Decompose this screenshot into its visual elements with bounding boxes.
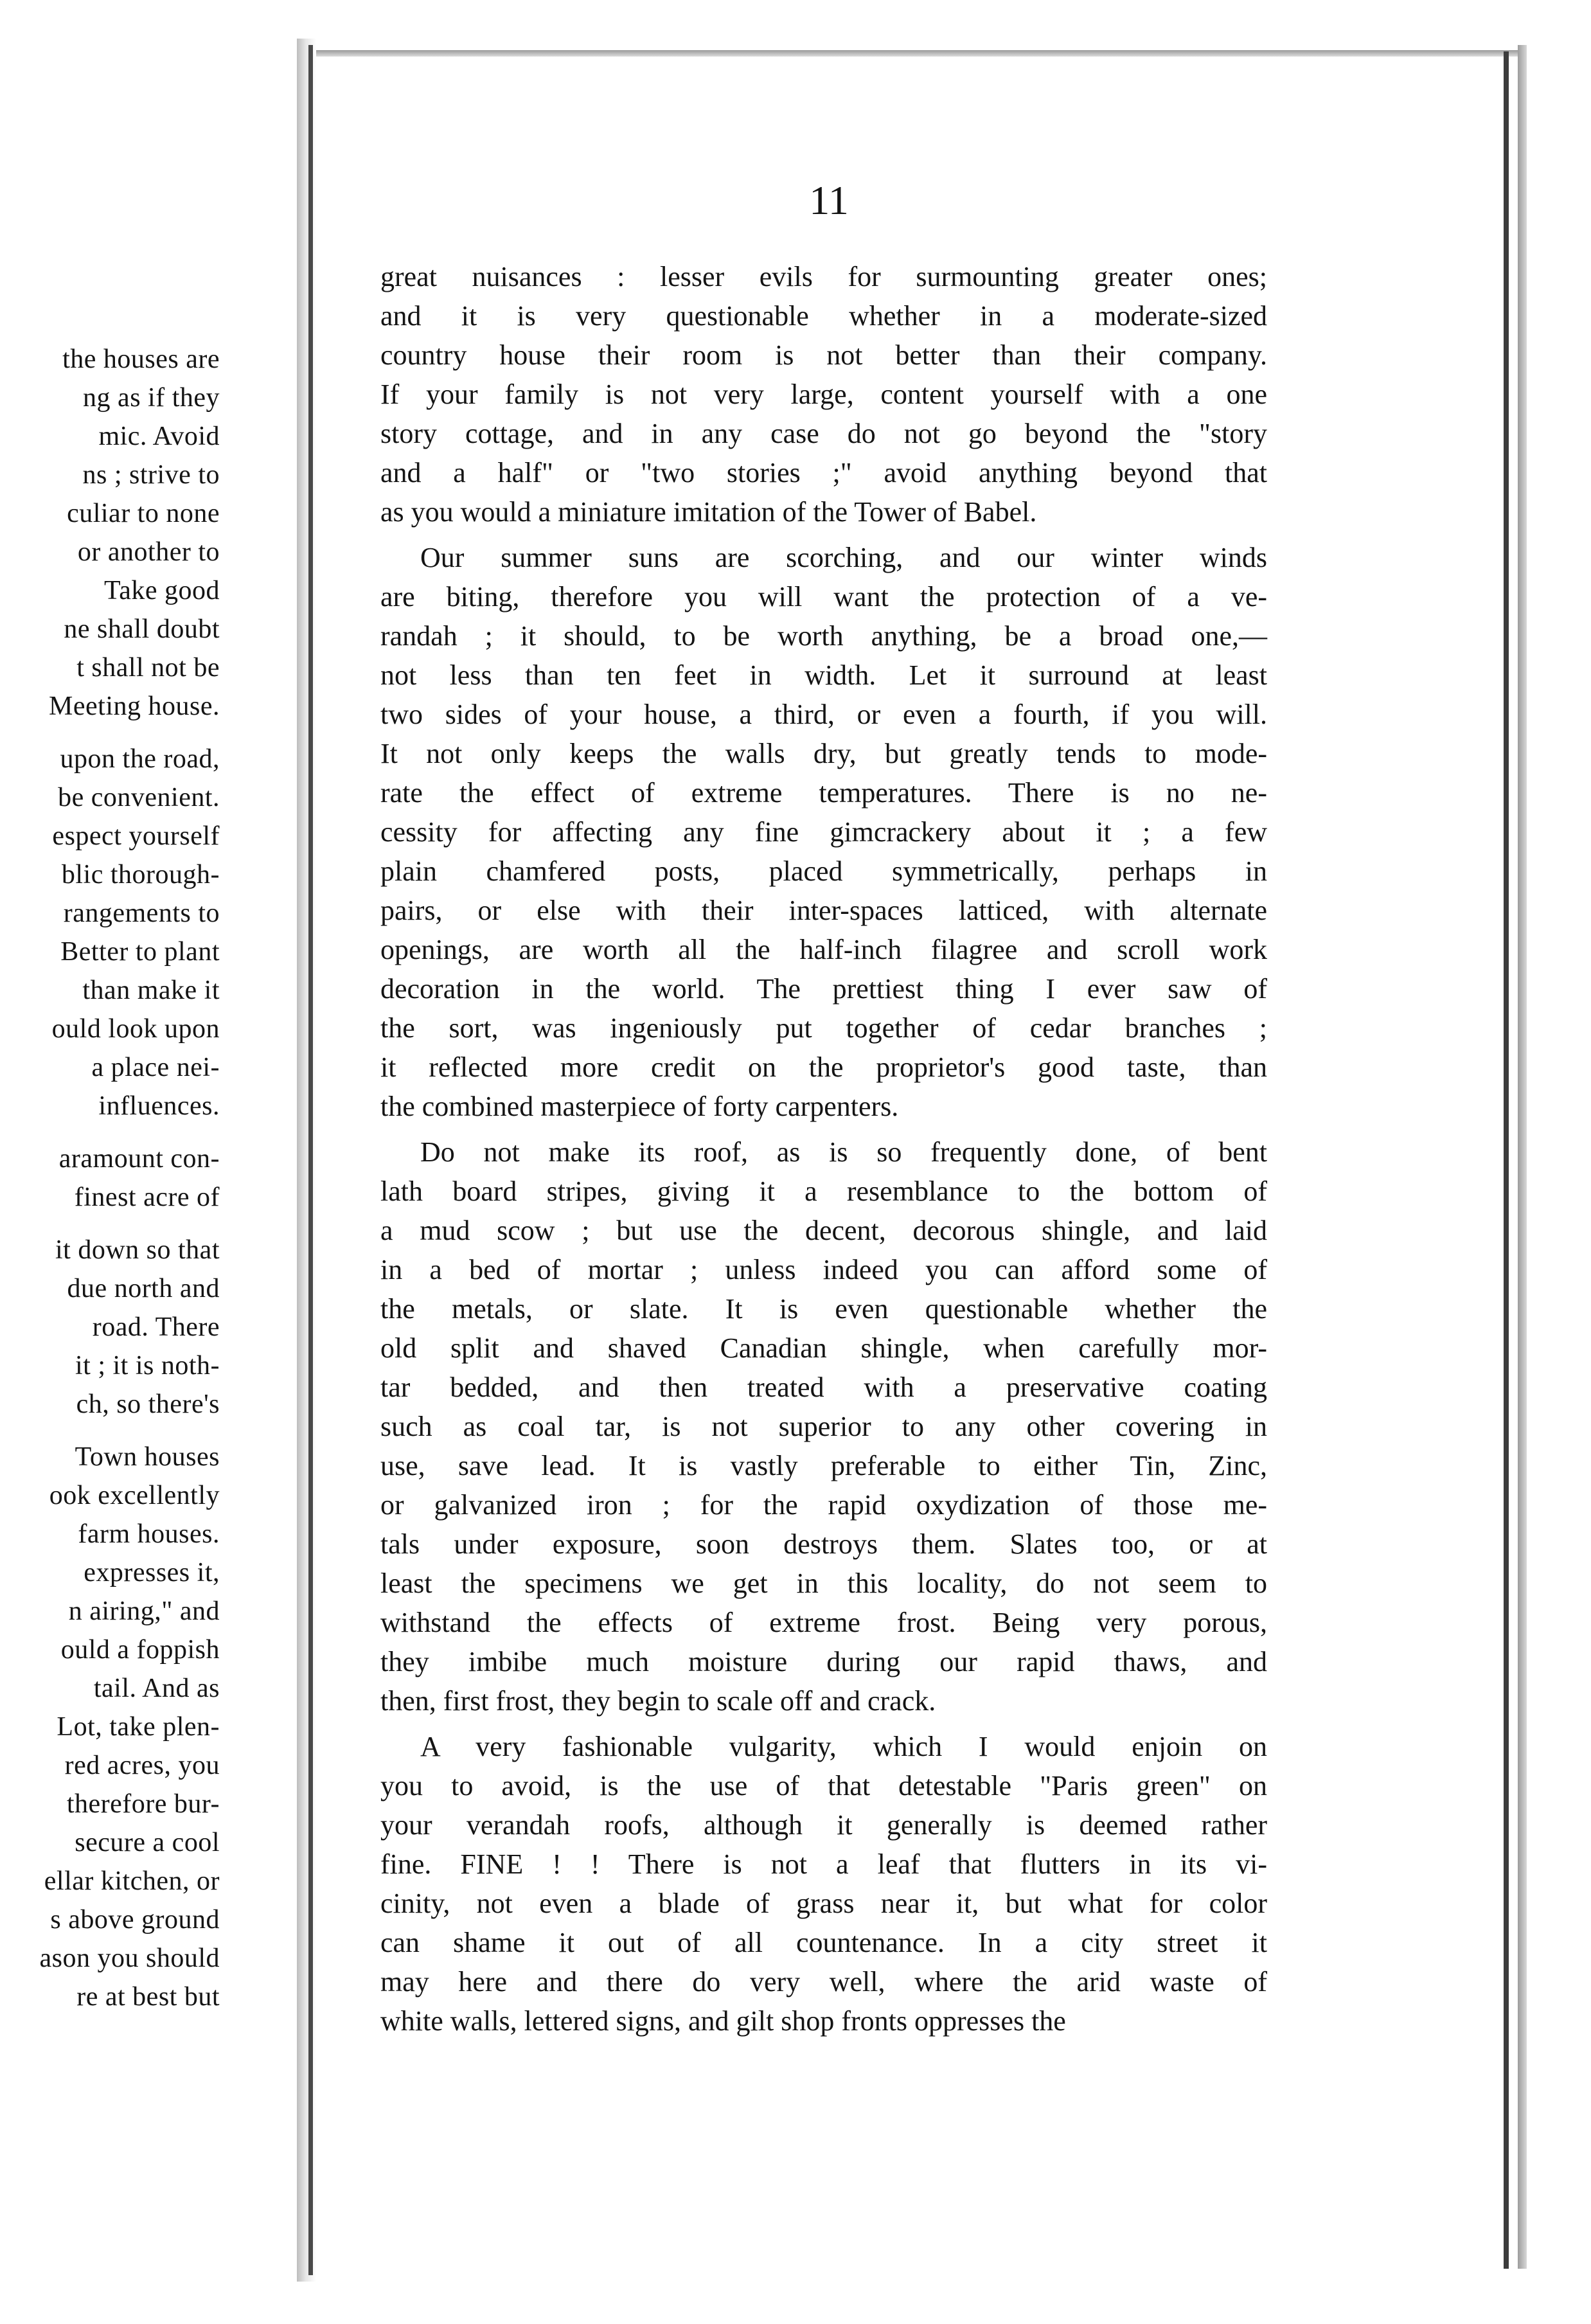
- left-page-line: ns ; strive to: [82, 460, 220, 490]
- text-line: great nuisances : lesser evils for surmounting greater ones;: [380, 261, 1267, 292]
- text-line: the metals, or slate. It is even questionable whether the: [380, 1293, 1267, 1325]
- text-line: A very fashionable vulgarity, which I would enjoin on: [420, 1731, 1267, 1762]
- left-page-line: Town houses: [75, 1442, 220, 1472]
- left-page-line: due north and: [67, 1274, 220, 1303]
- text-line: two sides of your house, a third, or even a fourth, if you will.: [380, 699, 1267, 730]
- left-page-line: be convenient.: [58, 783, 220, 812]
- left-page-line: s above ground: [50, 1905, 220, 1935]
- left-page-line: ould look upon: [51, 1014, 220, 1044]
- text-line: old split and shaved Canadian shingle, when carefully mor-: [380, 1332, 1267, 1364]
- left-page-line: Take good: [103, 576, 220, 605]
- text-line: white walls, lettered signs, and gilt shop fronts oppresses the: [380, 2005, 1066, 2037]
- text-line: they imbibe much moisture during our rapid thaws, and: [380, 1646, 1267, 1677]
- paragraph-gap: [380, 1126, 1267, 1132]
- text-line: and it is very questionable whether in a moderate-sized: [380, 300, 1267, 332]
- left-page-line: it ; it is noth-: [75, 1351, 220, 1381]
- left-page-line: or another to: [77, 537, 220, 567]
- text-line: decoration in the world. The prettiest thing I ever saw of: [380, 973, 1267, 1005]
- left-page-line: tail. And as: [93, 1674, 220, 1703]
- left-page-line: t shall not be: [76, 653, 220, 683]
- text-line: plain chamfered posts, placed symmetrically, perhaps in: [380, 855, 1267, 887]
- text-line: randah ; it should, to be worth anything, be a broad one,—: [380, 620, 1267, 652]
- text-line: If your family is not very large, content yourself with a one: [380, 379, 1267, 410]
- text-line: pairs, or else with their inter-spaces latticed, with alternate: [380, 895, 1267, 926]
- left-page-line: upon the road,: [60, 744, 220, 774]
- left-page-line: mic. Avoid: [98, 422, 220, 451]
- left-page-line: influences.: [98, 1091, 220, 1121]
- left-page-line: re at best but: [76, 1982, 220, 2012]
- left-page-line: ellar kitchen, or: [44, 1866, 220, 1896]
- left-page-line: expresses it,: [84, 1558, 220, 1587]
- left-page-line: Better to plant: [60, 937, 220, 967]
- page-right-edge: [1504, 51, 1509, 2269]
- previous-page-fragment: [0, 0, 302, 2324]
- left-page-line: ch, so there's: [76, 1390, 220, 1419]
- text-line: Do not make its roof, as is so frequently done, of bent: [420, 1136, 1267, 1168]
- text-line: as you would a miniature imitation of the Tower of Babel.: [380, 496, 1037, 528]
- left-page-line: finest acre of: [74, 1183, 220, 1212]
- book-gutter-shadow: [297, 39, 316, 2282]
- left-page-line: aramount con-: [58, 1144, 220, 1174]
- page-number: 11: [809, 177, 849, 223]
- text-line: are biting, therefore you will want the protection of a ve-: [380, 581, 1267, 612]
- page-edge-shadow: [1518, 45, 1527, 2269]
- left-page-line: rangements to: [63, 898, 220, 928]
- text-line: or galvanized iron ; for the rapid oxydization of those me-: [380, 1489, 1267, 1521]
- text-line: cessity for affecting any fine gimcrackery about it ; a few: [380, 816, 1267, 848]
- left-page-line: ng as if they: [83, 383, 220, 413]
- left-page-line: espect yourself: [52, 821, 220, 851]
- left-page-line: culiar to none: [67, 499, 220, 528]
- text-line: use, save lead. It is vastly preferable to either Tin, Zinc,: [380, 1450, 1267, 1481]
- text-line: it reflected more credit on the proprietor's good taste, than: [380, 1051, 1267, 1083]
- text-line: story cottage, and in any case do not go beyond the "story: [380, 418, 1267, 449]
- body-text-column: [380, 257, 1267, 2041]
- left-page-line: the houses are: [62, 344, 220, 374]
- paragraph: [380, 1132, 1267, 1721]
- text-line: It not only keeps the walls dry, but greatly tends to mode-: [380, 738, 1267, 769]
- text-line: rate the effect of extreme temperatures. There is no ne-: [380, 777, 1267, 809]
- text-line: in a bed of mortar ; unless indeed you can afford some of: [380, 1254, 1267, 1285]
- text-line: such as coal tar, is not superior to any other covering in: [380, 1411, 1267, 1442]
- text-line: the sort, was ingeniously put together of cedar branches ;: [380, 1012, 1267, 1044]
- paragraph-gap: [380, 532, 1267, 538]
- text-line: withstand the effects of extreme frost. Being very porous,: [380, 1607, 1267, 1638]
- left-page-line: ason you should: [39, 1944, 220, 1973]
- left-page-line: blic thorough-: [61, 860, 220, 889]
- left-page-line: than make it: [82, 976, 220, 1005]
- text-line: least the specimens we get in this locality, do not seem to: [380, 1568, 1267, 1599]
- text-line: can shame it out of all countenance. In a city street it: [380, 1927, 1267, 1958]
- left-page-line: Meeting house.: [49, 692, 220, 721]
- text-line: and a half" or "two stories ;" avoid anything beyond that: [380, 457, 1267, 488]
- text-line: lath board stripes, giving it a resemblance to the bottom of: [380, 1175, 1267, 1207]
- text-line: then, first frost, they begin to scale off and crack.: [380, 1685, 936, 1717]
- left-page-line: ook excellently: [49, 1481, 220, 1510]
- text-line: not less than ten feet in width. Let it surround at least: [380, 659, 1267, 691]
- text-line: tar bedded, and then treated with a preservative coating: [380, 1372, 1267, 1403]
- text-line: cinity, not even a blade of grass near it, but what for color: [380, 1888, 1267, 1919]
- left-page-line: therefore bur-: [66, 1789, 220, 1819]
- paragraph: [380, 1727, 1267, 2041]
- left-page-line: ould a foppish: [60, 1635, 220, 1665]
- text-line: your verandah roofs, although it generally is deemed rather: [380, 1809, 1267, 1841]
- text-line: you to avoid, is the use of that detestable "Paris green" on: [380, 1770, 1267, 1801]
- left-page-line: Lot, take plen-: [57, 1712, 220, 1742]
- text-line: openings, are worth all the half-inch filagree and scroll work: [380, 934, 1267, 965]
- text-line: country house their room is not better than their company.: [380, 339, 1267, 371]
- book-gutter-line: [308, 45, 313, 2275]
- left-page-line: secure a cool: [75, 1828, 220, 1857]
- paragraph: [380, 257, 1267, 532]
- page-top-edge: [316, 50, 1524, 57]
- left-page-line: ne shall doubt: [64, 614, 220, 644]
- paragraph-gap: [380, 1721, 1267, 1727]
- text-line: a mud scow ; but use the decent, decorous shingle, and laid: [380, 1215, 1267, 1246]
- left-page-line: red acres, you: [64, 1751, 220, 1780]
- paragraph: [380, 538, 1267, 1126]
- left-page-line: n airing," and: [68, 1596, 220, 1626]
- text-line: tals under exposure, soon destroys them. Slates too, or at: [380, 1528, 1267, 1560]
- left-page-line: farm houses.: [78, 1519, 220, 1549]
- text-line: Our summer suns are scorching, and our winter winds: [420, 542, 1267, 573]
- left-page-line: it down so that: [55, 1235, 220, 1265]
- text-line: may here and there do very well, where the arid waste of: [380, 1966, 1267, 1998]
- text-line: fine. FINE ! ! There is not a leaf that flutters in its vi-: [380, 1848, 1267, 1880]
- text-line: the combined masterpiece of forty carpenters.: [380, 1091, 899, 1122]
- left-page-line: road. There: [92, 1312, 220, 1342]
- left-page-line: a place nei-: [91, 1053, 220, 1082]
